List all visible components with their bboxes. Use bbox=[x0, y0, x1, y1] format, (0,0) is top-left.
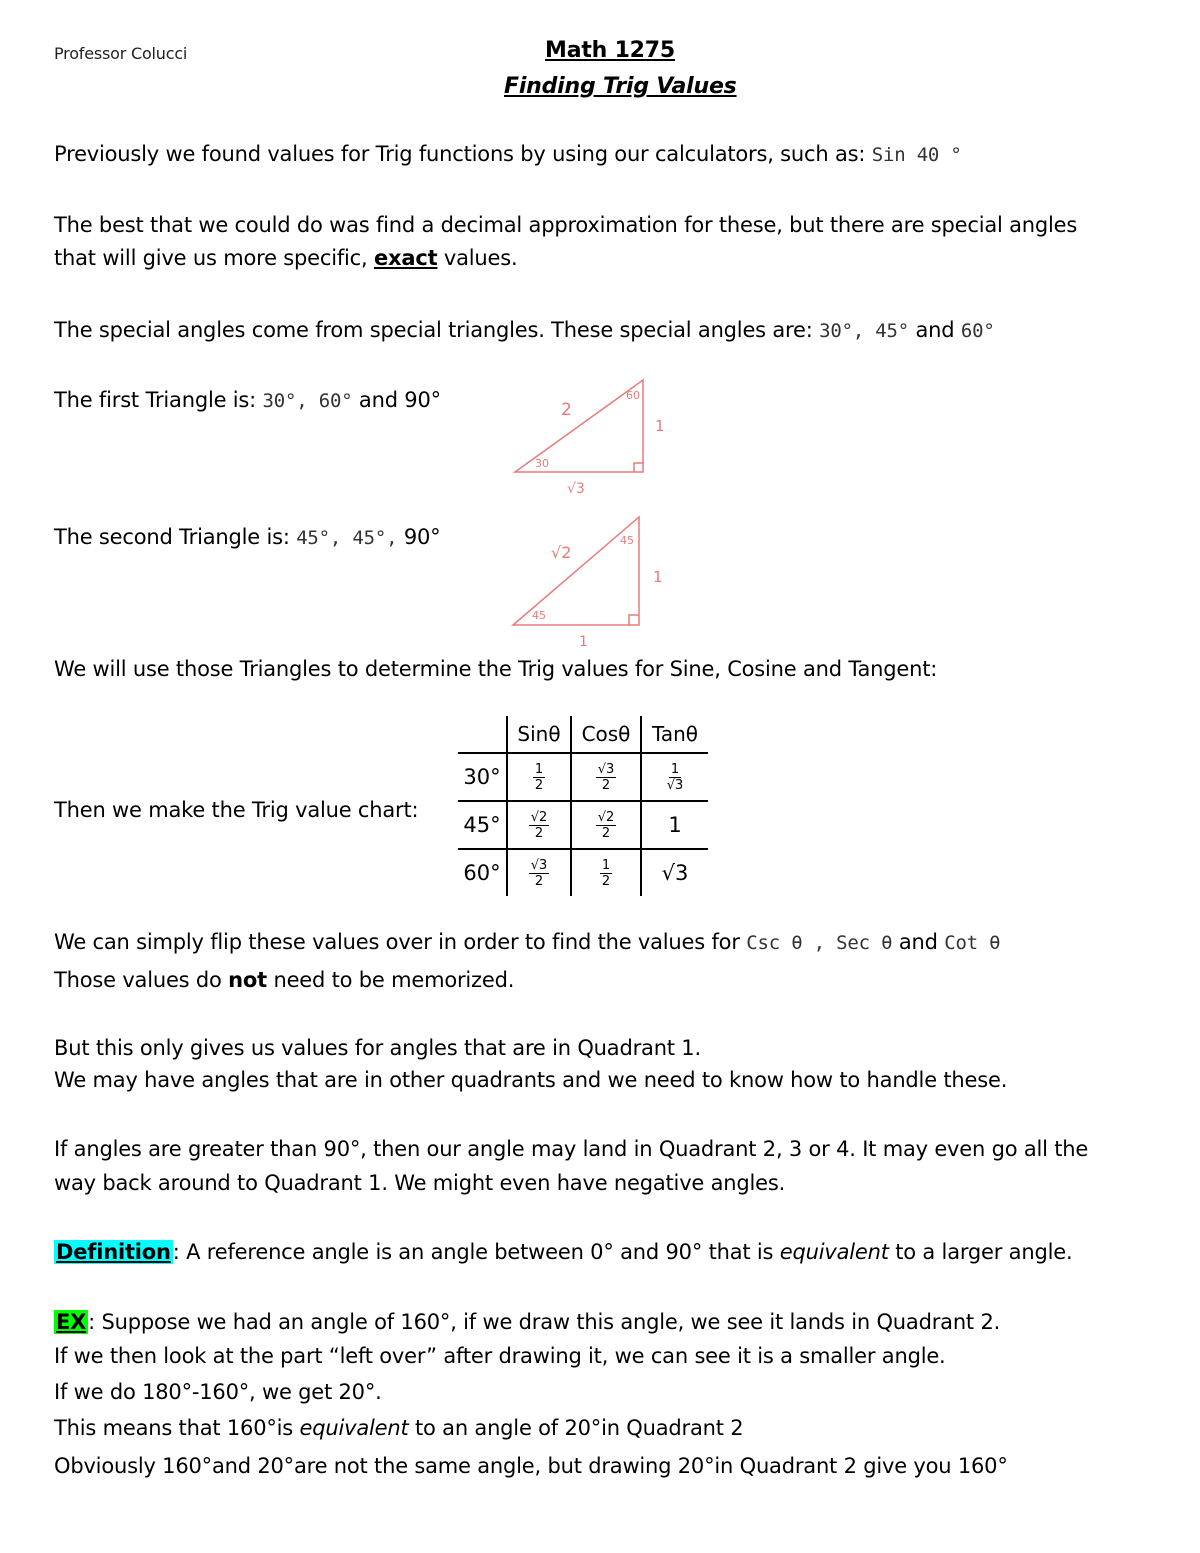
triangle1-hyp-label: 2 bbox=[561, 400, 572, 420]
table-row bbox=[458, 753, 708, 801]
sin-45-den: 2 bbox=[534, 825, 544, 841]
header-sin: Sinθ bbox=[507, 716, 571, 753]
triangle2-base-angle-label: 45 bbox=[532, 609, 546, 622]
triangle2-right-angle-mark bbox=[629, 615, 639, 625]
angle-30: 30°, bbox=[819, 320, 865, 342]
definition-text-a: : A reference angle is an angle between 0° and 90° that is bbox=[172, 1240, 780, 1264]
example-line bbox=[54, 1310, 1000, 1334]
second-triangle-right: 90° bbox=[397, 525, 441, 549]
special-angles-line bbox=[54, 318, 995, 342]
angle-45: 45° bbox=[864, 320, 910, 342]
triangle-30-60-90 bbox=[505, 375, 675, 500]
first-triangle-text: The first Triangle is: bbox=[54, 388, 263, 412]
second-triangle-line bbox=[54, 525, 440, 549]
subtraction-line: If we do 180°-160°, we get 20°. bbox=[54, 1380, 382, 1404]
tan-45-cell: 1 bbox=[641, 801, 708, 849]
table-header-row bbox=[458, 716, 708, 753]
triangle2-side-label: 1 bbox=[653, 568, 663, 586]
header-tan: Tanθ bbox=[641, 716, 708, 753]
cos-60-num: 1 bbox=[601, 857, 611, 873]
cos-30-den: 2 bbox=[601, 777, 611, 793]
sin-30-cell bbox=[507, 753, 571, 801]
triangle1-right-angle-mark bbox=[634, 463, 643, 472]
sin-30-den: 2 bbox=[534, 777, 544, 793]
quadrant1-line: But this only gives us values for angles that are in Quadrant 1. bbox=[54, 1036, 701, 1060]
triangle-45-45-90 bbox=[505, 512, 675, 652]
course-title: Math 1275 bbox=[545, 38, 676, 63]
flip-values-line bbox=[54, 930, 1000, 954]
tan-30-cell bbox=[641, 753, 708, 801]
sin-60-num: √3 bbox=[530, 857, 548, 873]
sin-60-den: 2 bbox=[534, 873, 544, 889]
row-angle-45: 45° bbox=[458, 801, 507, 849]
example-text: : Suppose we had an angle of 160°, if we draw this angle, we see it lands in Quadrant 2. bbox=[88, 1310, 1001, 1334]
triangle1-side-label: 1 bbox=[655, 417, 665, 435]
triangle1-top-angle-label: 60 bbox=[626, 389, 640, 402]
tan-30-den: √3 bbox=[666, 777, 684, 793]
cos-45-cell bbox=[571, 801, 641, 849]
second-triangle-text: The second Triangle is: bbox=[54, 525, 297, 549]
values-text: values. bbox=[437, 246, 518, 270]
triangle2-top-angle-label: 45 bbox=[620, 534, 634, 547]
sin-45-num: √2 bbox=[530, 809, 548, 825]
not-word: not bbox=[228, 968, 267, 992]
header-cos: Cosθ bbox=[571, 716, 641, 753]
cos-30-cell bbox=[571, 753, 641, 801]
memorize-text-b: need to be memorized. bbox=[266, 968, 515, 992]
left-over-line: If we then look at the part “left over” after drawing it, we can see it is a smaller angle. bbox=[54, 1344, 946, 1368]
equivalent-word-2: equivalent bbox=[299, 1416, 409, 1440]
equivalent-line bbox=[54, 1416, 743, 1440]
approx-line-1: The best that we could do was find a decimal approximation for these, but there are special angles bbox=[54, 213, 1078, 237]
memorize-text-a: Those values do bbox=[54, 968, 229, 992]
definition-label: Definition bbox=[56, 1240, 171, 1264]
equivalent-text-b: to an angle of 20°in Quadrant 2 bbox=[408, 1416, 744, 1440]
chart-intro-line: Then we make the Trig value chart: bbox=[54, 798, 419, 822]
greater-than-90-line: If angles are greater than 90°, then our angle may land in Quadrant 2, 3 or 4. It may even go all the bbox=[54, 1137, 1089, 1161]
tan-30-num: 1 bbox=[670, 761, 680, 777]
use-triangles-line: We will use those Triangles to determine the Trig values for Sine, Cosine and Tangent: bbox=[54, 657, 938, 681]
approx-text: that will give us more specific, bbox=[54, 246, 374, 270]
triangle1-base-angle-label: 30 bbox=[535, 457, 549, 470]
sin40-expression: Sin 40 ° bbox=[871, 144, 962, 166]
cos-30-num: √3 bbox=[597, 761, 615, 777]
cos-60-cell bbox=[571, 849, 641, 896]
cos-45-den: 2 bbox=[601, 825, 611, 841]
ex-label: EX bbox=[56, 1310, 87, 1334]
table-row bbox=[458, 801, 708, 849]
topic-title: Finding Trig Values bbox=[504, 74, 737, 99]
csc-sec-expression: Csc θ , Sec θ bbox=[746, 932, 893, 954]
obviously-line: Obviously 160°and 20°are not the same angle, but drawing 20°in Quadrant 2 give you 160° bbox=[54, 1454, 1008, 1478]
and-text-2: and bbox=[892, 930, 945, 954]
table-corner bbox=[458, 716, 507, 753]
intro-text: Previously we found values for Trig functions by using our calculators, such as: bbox=[54, 142, 872, 166]
intro-line bbox=[54, 142, 962, 166]
special-angles-text: The special angles come from special triangles. These special angles are: bbox=[54, 318, 820, 342]
memorize-line bbox=[54, 968, 514, 992]
first-triangle-angles: 30°, 60° bbox=[262, 390, 353, 412]
sin-45-cell bbox=[507, 801, 571, 849]
cos-60-den: 2 bbox=[601, 873, 611, 889]
definition-text-b: to a larger angle. bbox=[888, 1240, 1073, 1264]
row-angle-60: 60° bbox=[463, 861, 501, 885]
table-row bbox=[458, 849, 708, 896]
cot-expression: Cot θ bbox=[944, 932, 1001, 954]
and-text: and bbox=[909, 318, 961, 342]
trig-value-table bbox=[458, 716, 708, 896]
angle-60: 60° bbox=[960, 320, 995, 342]
flip-values-text: We can simply flip these values over in order to find the values for bbox=[54, 930, 747, 954]
row-angle-30: 30° bbox=[458, 753, 507, 801]
equivalent-word: equivalent bbox=[779, 1240, 889, 1264]
equivalent-text-a: This means that 160°is bbox=[54, 1416, 300, 1440]
second-triangle-angles: 45°, 45°, bbox=[296, 527, 398, 549]
professor-name: Professor Colucci bbox=[54, 44, 188, 63]
approx-line-2 bbox=[54, 246, 517, 270]
tan-60-cell: √3 bbox=[641, 849, 708, 896]
first-triangle-line bbox=[54, 388, 441, 412]
sin-60-cell bbox=[507, 849, 571, 896]
other-quadrants-line: We may have angles that are in other quadrants and we need to know how to handle these. bbox=[54, 1068, 1008, 1092]
triangle2-base-label: 1 bbox=[579, 634, 588, 650]
triangle1-base-label: √3 bbox=[567, 481, 585, 497]
sin-30-num: 1 bbox=[534, 761, 544, 777]
way-back-line: way back around to Quadrant 1. We might even have negative angles. bbox=[54, 1171, 786, 1195]
first-triangle-right: and 90° bbox=[352, 388, 441, 412]
definition-line bbox=[54, 1240, 1072, 1264]
cos-45-num: √2 bbox=[597, 809, 615, 825]
triangle2-hyp-label: √2 bbox=[551, 543, 572, 562]
exact-word: exact bbox=[373, 246, 438, 270]
